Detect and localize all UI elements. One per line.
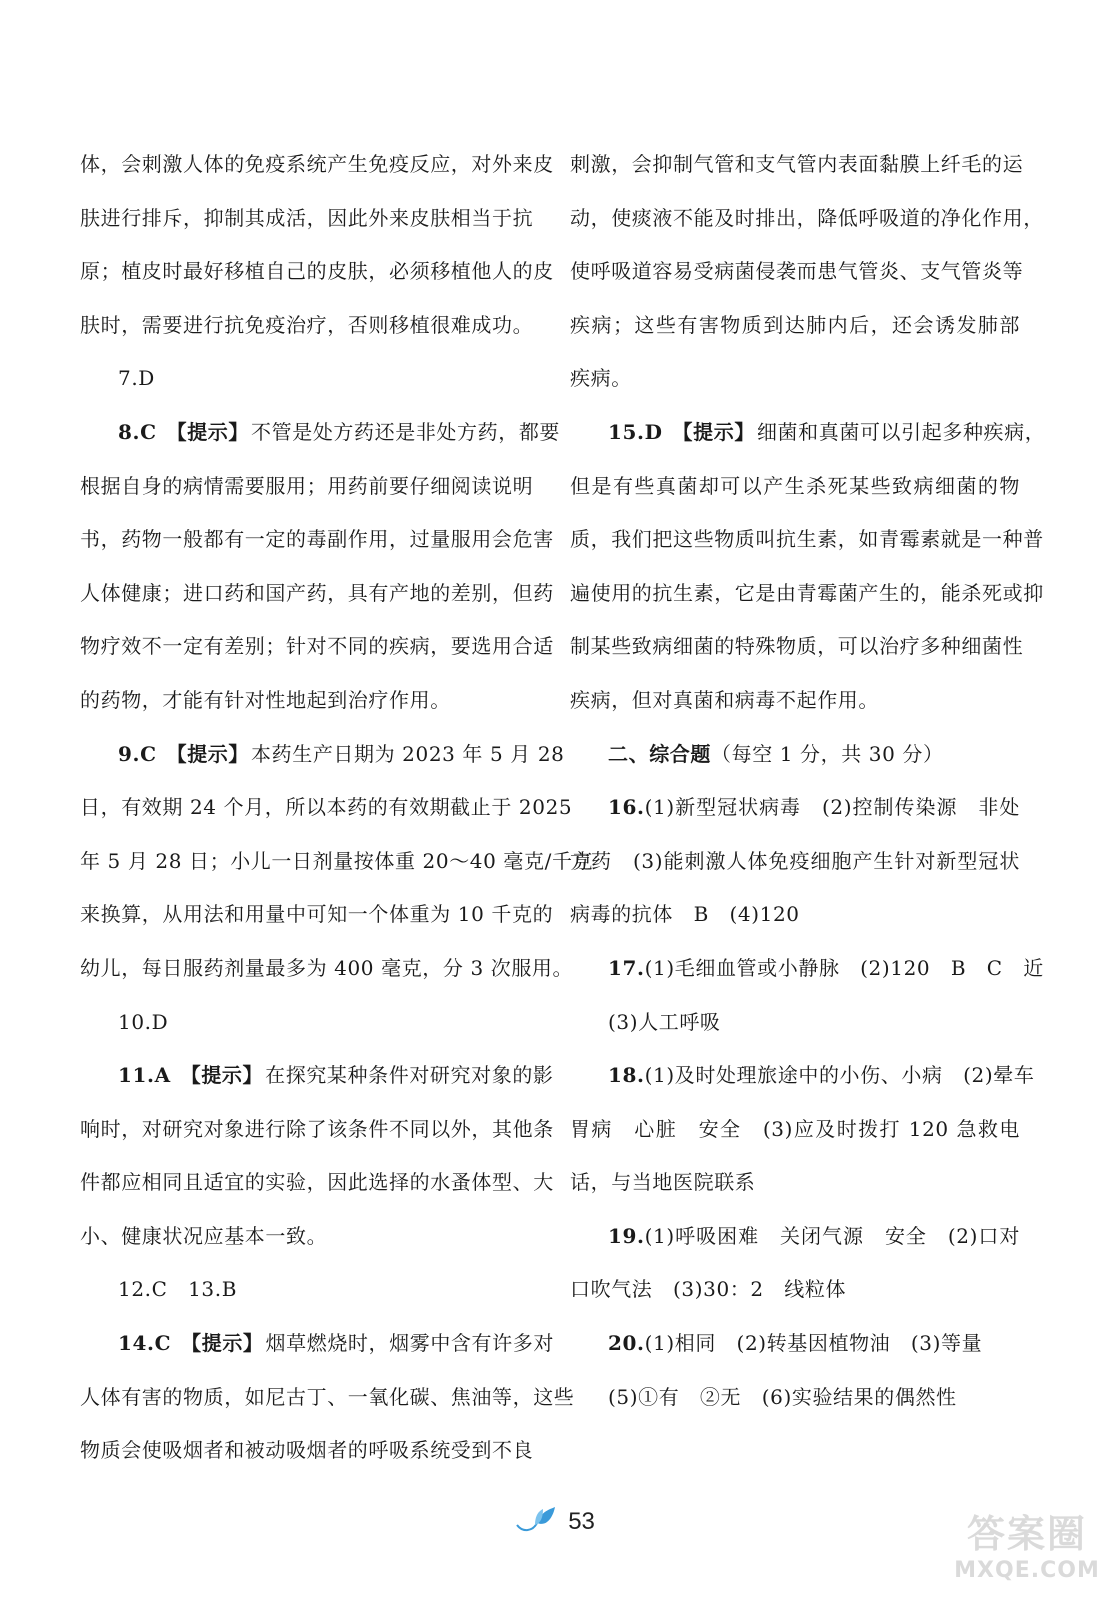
- text-line: 年 5 月 28 日；小儿一日剂量按体重 20～40 毫克/千克: [80, 848, 594, 873]
- text-line: 人体有害的物质，如尼古丁、一氧化碳、焦油等，这些: [80, 1384, 575, 1409]
- question-line: [570, 1049, 1035, 1103]
- text-line: 幼儿，每日服药剂量最多为 400 毫克，分 3 次服用。: [80, 955, 574, 980]
- question-line: [80, 1317, 554, 1371]
- text-line: 人体健康；进口药和国产药，具有产地的差别，但药: [80, 580, 554, 605]
- watermark-title: 答案圈: [966, 1512, 1087, 1556]
- page-number: 53: [568, 1508, 595, 1535]
- text-line: 来换算，从用法和用量中可知一个体重为 10 千克的: [80, 902, 554, 927]
- question-text: (1)新型冠状病毒 (2)控制传染源 非处: [644, 795, 1020, 820]
- text-line: 响时，对研究对象进行除了该条件不同以外，其他条: [80, 1116, 554, 1141]
- text-line: 肤进行排斥，抑制其成活，因此外来皮肤相当于抗: [80, 205, 534, 230]
- section-title: 二、综合题: [608, 741, 711, 766]
- question-line: [570, 406, 1046, 460]
- text-line: 疾病，但对真菌和病毒不起作用。: [570, 687, 879, 712]
- question-line: [80, 1049, 554, 1103]
- question-number: 18.: [608, 1063, 645, 1088]
- watermark-url: MXQE.COM: [954, 1558, 1100, 1583]
- question-text: (1)毛细血管或小静脉 (2)120 B C 近: [644, 955, 1044, 980]
- question-number: 16.: [608, 795, 645, 820]
- text-line: 物疗效不一定有差别；针对不同的疾病，要选用合适: [80, 634, 554, 659]
- question-line: [570, 1317, 1020, 1371]
- question-number: 11.A: [118, 1063, 171, 1088]
- question-text: 不管是处方药还是非处方药，都要: [251, 419, 561, 444]
- text-line: 疾病。: [570, 366, 632, 391]
- question-text: (1)及时处理旅途中的小伤、小病 (2)晕车: [644, 1063, 1035, 1088]
- text-line: 动，使痰液不能及时排出，降低呼吸道的净化作用，: [570, 205, 1044, 230]
- text-line: 7.D: [118, 366, 155, 391]
- text-line: 疾病；这些有害物质到达肺内后，还会诱发肺部: [570, 312, 1020, 337]
- question-number: 8.C: [118, 419, 157, 444]
- text-line: 12.C 13.B: [118, 1277, 238, 1302]
- question-line: [570, 781, 1020, 835]
- question-line: [570, 1210, 1020, 1264]
- text-line: (3)人工呼吸: [608, 1009, 721, 1034]
- question-number: 20.: [608, 1331, 645, 1356]
- text-line: (5)①有 ②无 (6)实验结果的偶然性: [608, 1384, 957, 1409]
- watermark-logo: [952, 1503, 1102, 1598]
- question-number: 17.: [608, 955, 645, 980]
- hint-label: 【提示】: [181, 1331, 264, 1356]
- question-number: 15.D: [608, 419, 663, 444]
- question-text: (1)相同 (2)转基因植物油 (3)等量: [644, 1331, 983, 1356]
- hint-label: 【提示】: [672, 419, 755, 444]
- question-text: 在探究某种条件对研究对象的影: [265, 1063, 554, 1088]
- question-line: [80, 406, 561, 460]
- text-line: 书，药物一般都有一定的毒副作用，过量服用会危害: [80, 527, 554, 552]
- leaf-icon: [513, 1505, 557, 1539]
- text-line: 根据自身的病情需要服用；用药前要仔细阅读说明: [80, 473, 534, 498]
- text-line: 刺激，会抑制气管和支气管内表面黏膜上纤毛的运: [570, 152, 1024, 176]
- text-line: 胃病 心脏 安全 (3)应及时拨打 120 急救电: [570, 1116, 1020, 1141]
- hint-label: 【提示】: [166, 419, 250, 444]
- question-line: [570, 942, 1044, 996]
- section-note: （每空 1 分，共 30 分）: [711, 741, 944, 766]
- right-column: [570, 138, 1046, 1424]
- text-line: 10.D: [118, 1009, 169, 1034]
- text-line: 制某些致病细菌的特殊物质，可以治疗多种细菌性: [570, 634, 1024, 659]
- hint-label: 【提示】: [166, 741, 250, 766]
- text-line: 口吹气法 (3)30：2 线粒体: [570, 1277, 847, 1302]
- question-number: 14.C: [118, 1331, 172, 1356]
- question-text: (1)呼吸困难 关闭气源 安全 (2)口对: [644, 1223, 1020, 1248]
- text-line: 质，我们把这些物质叫抗生素，如青霉素就是一种普: [570, 527, 1044, 552]
- text-line: 使呼吸道容易受病菌侵袭而患气管炎、支气管炎等: [570, 259, 1024, 284]
- question-text: 本药生产日期为 2023 年 5 月 28: [251, 741, 565, 766]
- text-line: 原；植皮时最好移植自己的皮肤，必须移植他人的皮: [80, 259, 554, 284]
- text-line: 小、健康状况应基本一致。: [80, 1223, 328, 1248]
- question-number: 9.C: [118, 741, 157, 766]
- text-line: 件都应相同且适宜的实验，因此选择的水蚤体型、大: [80, 1170, 554, 1195]
- section-heading: [570, 728, 1020, 782]
- question-number: 19.: [608, 1223, 645, 1248]
- text-line: 遍使用的抗生素，它是由青霉菌产生的，能杀死或抑: [570, 580, 1044, 605]
- question-line: [80, 728, 565, 782]
- question-text: 烟草燃烧时，烟雾中含有许多对: [265, 1331, 554, 1356]
- text-line: 肤时，需要进行抗免疫治疗，否则移植很难成功。: [80, 312, 534, 337]
- text-line: 病毒的抗体 B (4)120: [570, 902, 800, 927]
- text-line: 方药 (3)能刺激人体免疫细胞产生针对新型冠状: [570, 848, 1020, 873]
- text-line: 物质会使吸烟者和被动吸烟者的呼吸系统受到不良: [80, 1438, 534, 1463]
- text-line: 体，会刺激人体的免疫系统产生免疫反应，对外来皮: [80, 152, 554, 176]
- page-footer: [0, 1505, 1108, 1545]
- text-line: 话，与当地医院联系: [570, 1170, 756, 1195]
- hint-label: 【提示】: [180, 1063, 264, 1088]
- text-line: 的药物，才能有针对性地起到治疗作用。: [80, 687, 451, 712]
- text-line: 但是有些真菌却可以产生杀死某些致病细菌的物: [570, 473, 1020, 498]
- question-text: 细菌和真菌可以引起多种疾病，: [756, 419, 1046, 444]
- left-column: [80, 138, 594, 1478]
- text-line: 日，有效期 24 个月，所以本药的有效期截止于 2025: [80, 795, 573, 820]
